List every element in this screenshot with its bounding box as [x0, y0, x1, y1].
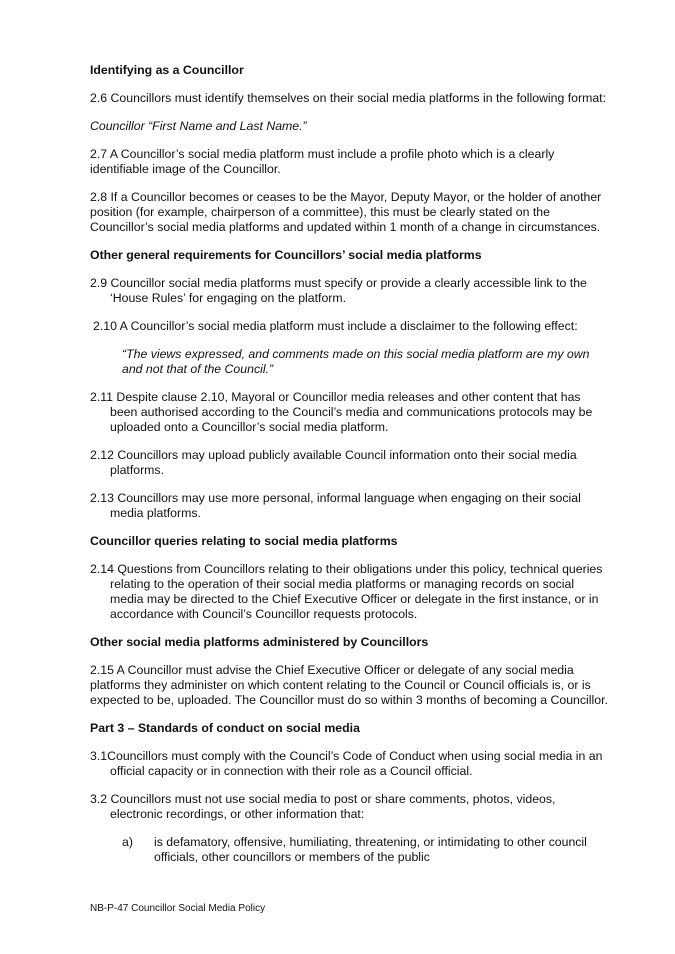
- clause-3-2: 3.2 Councillors must not use social media to post or share comments, photos, videos, electronic recordings, or other information that:: [90, 792, 556, 821]
- format-example: Councillor “First Name and Last Name.”: [90, 119, 307, 133]
- clause-2-13: 2.13 Councillors may use more personal, informal language when engaging on their social media platforms.: [90, 491, 581, 520]
- page-footer: NB-P-47 Councillor Social Media Policy: [90, 903, 266, 914]
- document-page: [90, 63, 610, 878]
- clause-2-12: 2.12 Councillors may upload publicly available Council information onto their social media platforms.: [90, 448, 577, 477]
- clause-2-11: 2.11 Despite clause 2.10, Mayoral or Councillor media releases and other content that has been authorised according to the Council’s media and communications protocols may be uploaded onto a Councillor’s social media platform.: [90, 390, 593, 434]
- heading-part-3: Part 3 – Standards of conduct on social media: [90, 721, 360, 735]
- clause-2-15: 2.15 A Councillor must advise the Chief Executive Officer or delegate of any social media platforms they administer on which content relating to the Council or Council officials is, or is expected to be, uploaded. The Councillor must do so within 3 months of becoming a Councillor.: [90, 663, 608, 707]
- list-item-letter: a): [122, 835, 133, 849]
- clause-2-8: 2.8 If a Councillor becomes or ceases to be the Mayor, Deputy Mayor, or the holder of another position (for example, chairperson of a committee), this must be clearly stated on the Councillor’s social media platforms and updated within 1 month of a change in circumstances.: [90, 190, 602, 234]
- clause-2-7: 2.7 A Councillor’s social media platform must include a profile photo which is a clearly identifiable image of the Councillor.: [90, 147, 555, 176]
- clause-2-9: 2.9 Councillor social media platforms must specify or provide a clearly accessible link to the ‘House Rules’ for engaging on the platform.: [90, 276, 587, 305]
- heading-general-requirements: Other general requirements for Councillors’ social media platforms: [90, 248, 482, 262]
- list-item-text: is defamatory, offensive, humiliating, threatening, or intimidating to other council officials, other councillors or members of the public: [154, 835, 587, 864]
- clause-2-6: 2.6 Councillors must identify themselves on their social media platforms in the following format:: [90, 91, 607, 105]
- disclaimer-quote: “The views expressed, and comments made on this social media platform are my own and not that of the Council.”: [122, 347, 590, 376]
- heading-identifying: Identifying as a Councillor: [90, 63, 244, 77]
- clause-3-1: 3.1Councillors must comply with the Council’s Code of Conduct when using social media in an official capacity or in connection with their role as a Council official.: [90, 749, 603, 778]
- heading-queries: Councillor queries relating to social media platforms: [90, 534, 398, 548]
- clause-2-10: 2.10 A Councillor’s social media platform must include a disclaimer to the following effect:: [93, 319, 578, 333]
- heading-other-platforms: Other social media platforms administered by Councillors: [90, 635, 429, 649]
- list-item-a: [122, 835, 610, 865]
- clause-2-14: 2.14 Questions from Councillors relating to their obligations under this policy, technical queries relating to the operation of their social media platforms or managing records on social media may be directed to the Chief Executive Officer or delegate in the first instance, or in accordance with Council’s Councillor requests protocols.: [90, 562, 603, 621]
